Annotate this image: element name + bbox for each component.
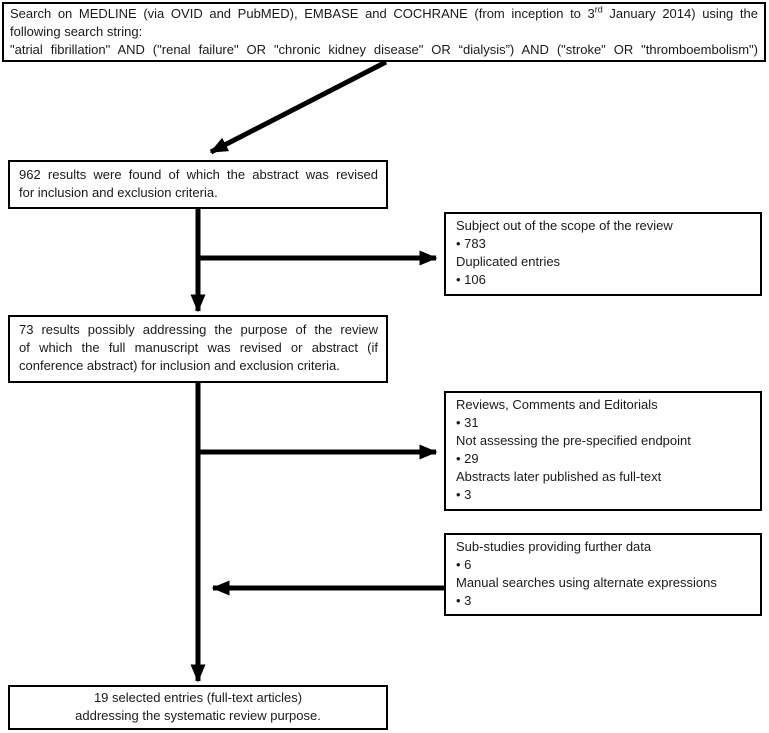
fulltext-line-1: 73 results possibly addressing the purpose of the review [19, 322, 378, 337]
exclusion-reason: Duplicated entries [456, 254, 561, 269]
screened-line-1: 962 results were found of which the abstract was revised [19, 167, 378, 182]
search-line-1 [10, 5, 758, 23]
exclusion-count: • 106 [456, 272, 486, 287]
additional-records-box [444, 533, 762, 616]
addition-count: • 3 [456, 593, 472, 608]
included-line-1: 19 selected entries (full-text articles) [93, 690, 303, 705]
exclusion-count: • 29 [456, 451, 479, 466]
fulltext-line-2: of which the full manuscript was revised or abstract (if [19, 340, 378, 355]
search-strategy-box [2, 2, 766, 62]
ordinal-superscript: rd [594, 4, 603, 15]
records-screened-box [8, 160, 388, 209]
exclusion-reason: Abstracts later published as full-text [456, 469, 662, 484]
excluded-fulltext-box [444, 391, 762, 511]
screened-line-2: for inclusion and exclusion criteria. [19, 185, 218, 200]
included-studies-box [8, 685, 388, 730]
addition-count: • 6 [456, 557, 472, 572]
search-line-1-tail: January 2014) using the [602, 5, 758, 21]
exclusion-count: • 3 [456, 487, 472, 502]
excluded-abstracts-box [444, 212, 762, 296]
arrow-search-to-screening [211, 62, 386, 152]
search-line-1-text: Search on MEDLINE (via OVID and PubMED), EMBASE and COCHRANE (from inception to 3 [10, 5, 595, 21]
exclusion-reason: Reviews, Comments and Editorials [456, 397, 658, 412]
search-line-2: following search string: [10, 23, 143, 39]
exclusion-count: • 31 [456, 415, 479, 430]
fulltext-review-box [8, 315, 388, 383]
fulltext-line-3: conference abstract) for inclusion and exclusion criteria. [19, 358, 340, 373]
exclusion-reason: Not assessing the pre-specified endpoint [456, 433, 691, 448]
exclusion-count: • 783 [456, 236, 486, 251]
search-query-line: "atrial fibrillation" AND ("renal failure" OR "chronic kidney disease" OR “dialysis”) AND ("stroke" OR "thromboembolism") [10, 41, 758, 57]
addition-reason: Manual searches using alternate expressions [456, 575, 717, 590]
included-line-2: addressing the systematic review purpose. [75, 708, 321, 723]
addition-reason: Sub-studies providing further data [456, 539, 652, 554]
exclusion-reason: Subject out of the scope of the review [456, 218, 673, 233]
